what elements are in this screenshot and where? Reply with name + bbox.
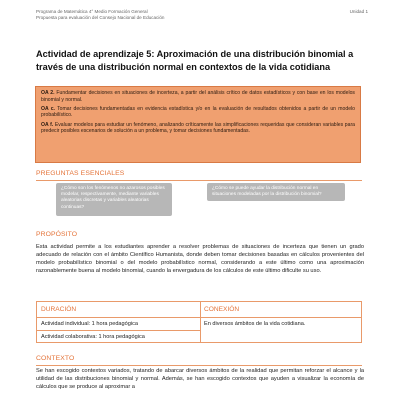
preguntas-heading: PREGUNTAS ESENCIALES bbox=[36, 170, 125, 177]
objective-item: OA f. Evaluar modelos para estudiar un fenómeno, analizando críticamente las simplificaciones requeridas que consideran variables para predecir posibles escenarios de solución a un problema, y tomar decisiones fundamentadas. bbox=[41, 121, 355, 135]
table-column-divider bbox=[200, 302, 201, 342]
table-header-divider bbox=[37, 317, 361, 318]
duration-individual: Actividad individual: 1 hora pedagógica bbox=[41, 321, 139, 327]
conexion-text: En diversos ámbitos de la vida cotidiana. bbox=[204, 321, 306, 327]
contexto-text: Se han escogido contextos variados, tratando de abarcar diversos ámbitos de la realidad que permitan reforzar el alcance y la utilidad de las distribuciones binomial y normal. Además, se han escogido contextos que ayuden a visualizar la economía de cálculos que se produce al aproximar a bbox=[36, 368, 364, 390]
conexion-header: CONEXIÓN bbox=[204, 306, 240, 313]
duracion-header: DURACIÓN bbox=[41, 306, 77, 313]
duration-connection-table bbox=[36, 301, 362, 343]
proposito-text: Esta actividad permite a los estudiantes aprender a resolver problemas de situaciones de incerteza que tienen un grado adecuado de relación con el ámbito Científico Humanista, donde deben tomar decisiones basadas en cálculos provenientes del modelo probabilístico binomial o del modelo probabilístico normal, considerando a este último como una aproximación razonablemente buena al modelo binomial, cuando la envergadura de los cálculos de este último dificulte su uso. bbox=[36, 244, 364, 274]
contexto-heading: CONTEXTO bbox=[36, 355, 75, 362]
preguntas-divider bbox=[36, 180, 362, 181]
contexto-divider bbox=[36, 365, 362, 366]
header-unit: Unidad 1 bbox=[349, 9, 368, 14]
page-header bbox=[36, 9, 164, 22]
objective-item: OA c. Tomar decisiones fundamentadas en evidencia estadística y/o en la evaluación de resultados obtenidos a partir de un modelo probabilístico. bbox=[41, 105, 355, 119]
objective-item: OA 2. Fundamentar decisiones en situaciones de incerteza, a partir del análisis crítico de datos estadísticos y con base en los modelos binomial y normal. bbox=[41, 90, 355, 103]
duration-colaborativa: Actividad colaborativa: 1 hora pedagógica bbox=[41, 334, 145, 340]
table-row-divider bbox=[37, 330, 200, 331]
question-card-2: ¿Cómo se puede ayudar la distribución normal en situaciones modeladas por la distribución binomial? bbox=[207, 183, 345, 201]
question-card-1: ¿Cómo son los fenómenos no azarosos posibles modelar, respectivamente, mediante variables aleatorias discretas y variables aleatorias continuas? bbox=[56, 183, 172, 216]
proposito-heading: PROPÓSITO bbox=[36, 231, 78, 238]
activity-title: Actividad de aprendizaje 5: Aproximación de una distribución binomial a través de una distribución normal en contextos de la vida cotidiana bbox=[36, 49, 354, 72]
objectives-box bbox=[35, 86, 361, 163]
header-program: Programa de Matemática 4° Medio Formación General bbox=[36, 9, 148, 14]
header-proposal: Propuesta para evaluación del Consejo Nacional de Educación bbox=[36, 15, 165, 21]
